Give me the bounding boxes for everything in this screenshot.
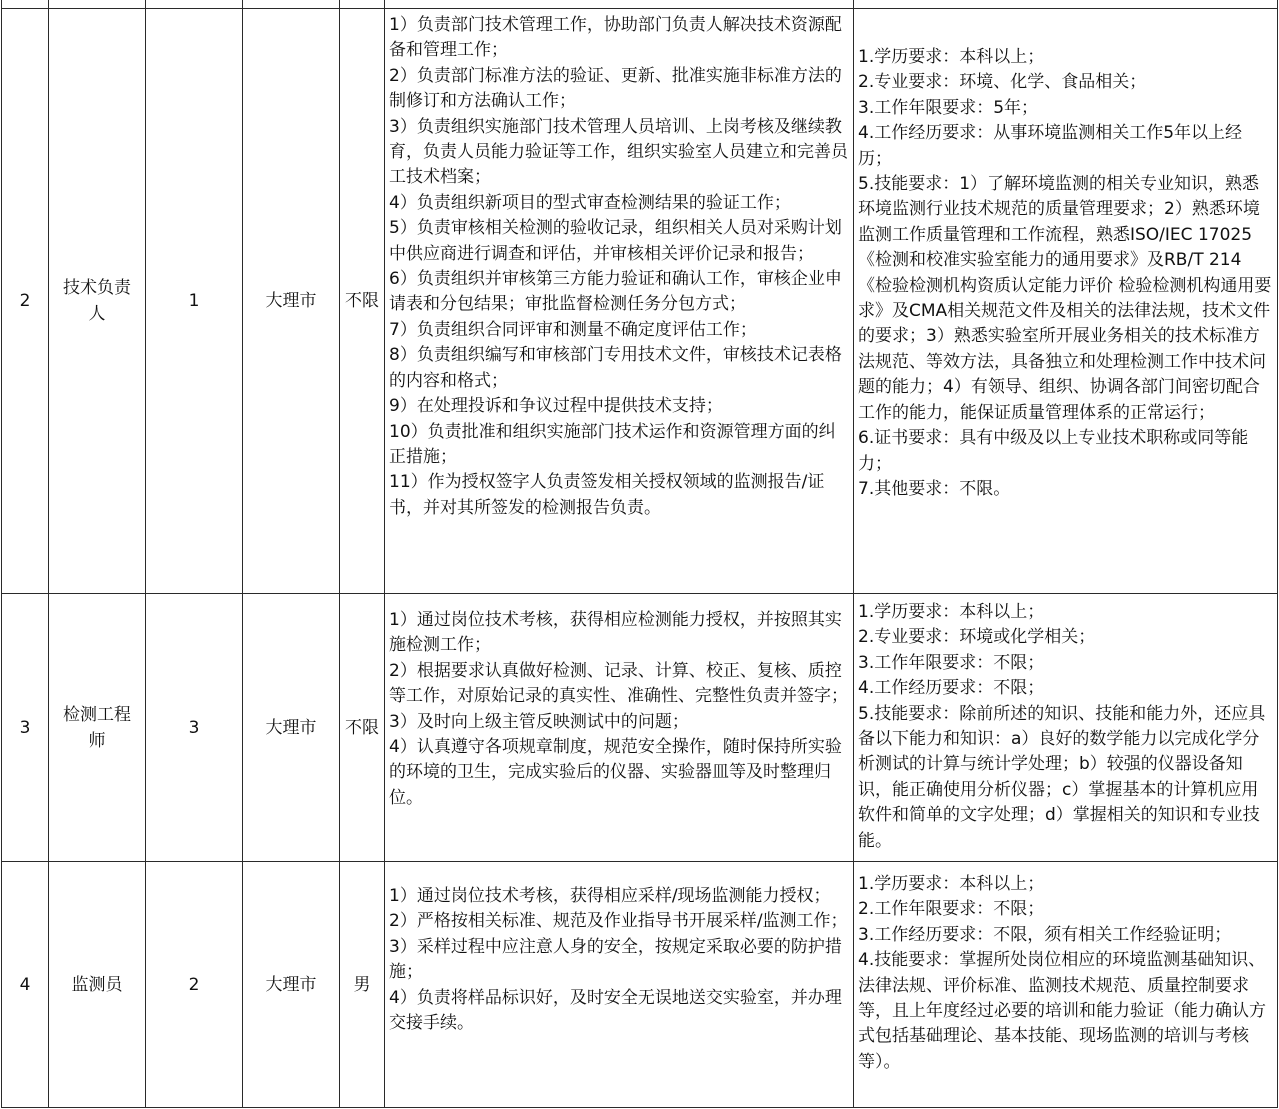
table-row [2,862,1278,1108]
top-strip-row [2,0,1278,9]
requirement-item: 3.工作年限要求：5年； [858,97,1039,118]
duty-item: 1）负责部门技术管理工作，协助部门负责人解决技术资源配备和管理工作； [389,15,842,61]
duty-item: 5）负责审核相关检测的验收记录，组织相关人员对采购计划中供应商进行调查和评估，并审核相关评价记录和报告； [389,218,842,264]
duty-item: 1）通过岗位技术考核，获得相应采样/现场监测能力授权； [389,886,831,906]
requirement-item: 5.技能要求：1）了解环境监测的相关专业知识，熟悉环境监测行业技术规范的质量管理要求；2）熟悉环境监测工作质量管理和工作流程，熟悉ISO/IEC 17025《检测和校准实验室能力的通用要求》及RB/T 214《检验检测机构资质认定能力评价 检验检测机构通用要求》及CMA相关规范文件及相关的法律法规，技术文件的要求；3）熟悉实验室所开展业务相关的技术标准方法规范、等效方法，具备独立和处理检测工作中技术问题的能力；4）有领导、组织、协调各部门间密切配合工作的能力，能保证质量管理体系的正常运行； [858,174,1272,423]
requirement-item: 5.技能要求：除前所述的知识、技能和能力外，还应具备以下能力和知识：a）良好的数学能力以完成化学分析测试的计算与统计学处理；b）较强的仪器设备知识，能正确使用分析仪器；c）掌握基本的计算机应用软件和简单的文字处理；d）掌握相关的知识和专业技能。 [858,703,1266,851]
position-label: 检测工程师 [63,704,131,751]
duty-item: 7）负责组织合同评审和测量不确定度评估工作； [389,319,757,340]
recruitment-table [1,0,1278,1108]
headcount: 3 [146,594,243,862]
position-name [49,9,146,594]
duty-item: 3）采样过程中应注意人身的安全，按规定采取必要的防护措施； [389,936,842,983]
requirement-item: 3.工作年限要求：不限； [858,652,1045,673]
row-number: 4 [2,862,49,1108]
position-label: 监测员 [71,974,123,995]
duty-item: 6）负责组织并审核第三方能力验证和确认工作，审核企业申请表和分包结果；审批监督检测任务分包方式； [389,269,842,315]
duty-item: 8）负责组织编写和审核部门专用技术文件，审核技术记表格的内容和格式； [389,345,842,391]
requirement-item: 2.专业要求：环境、化学、食品相关； [858,72,1147,93]
row-number: 2 [2,9,49,594]
job-duties [385,9,854,594]
work-location: 大理市 [243,862,340,1108]
requirement-item: 1.学历要求：本科以上； [858,602,1045,622]
requirement-item: 4.技能要求：掌握所处岗位相应的环境监测基础知识、法律法规、评价标准、监测技术规范、质量控制要求等，且上年度经过必要的培训和能力验证（能力确认方式包括基础理论、基本技能、现场监测的培训与考核等）。 [858,950,1266,1072]
duty-item: 3）负责组织实施部门技术管理人员培训、上岗考核及继续教育，负责人员能力验证等工作，组织实验室人员建立和完善员工技术档案； [389,116,848,188]
row-number: 3 [2,594,49,862]
requirement-item: 7.其他要求：不限。 [858,478,1011,499]
duty-item: 4）认真遵守各项规章制度，规范安全操作，随时保持所实验的环境的卫生，完成实验后的仪器、实验器皿等及时整理归位。 [389,737,842,808]
table-row [2,9,1278,594]
duty-item: 4）负责将样品标识好，及时安全无误地送交实验室，并办理交接手续。 [389,987,842,1034]
gender: 不限 [340,594,385,862]
job-duties [385,594,854,862]
duty-item: 2）负责部门标准方法的验证、更新、批准实施非标准方法的制修订和方法确认工作； [389,65,842,112]
requirement-item: 2.专业要求：环境或化学相关； [858,627,1096,648]
requirement-item: 4.工作经历要求：从事环境监测相关工作5年以上经历； [858,123,1243,169]
headcount: 2 [146,862,243,1108]
job-duties [385,862,854,1108]
duty-item: 2）严格按相关标准、规范及作业指导书开展采样/监测工作； [389,911,848,932]
work-location: 大理市 [243,594,340,862]
duty-item: 4）负责组织新项目的型式审查检测结果的验证工作； [389,192,791,213]
table-row [2,594,1278,862]
duty-item: 9）在处理投诉和争议过程中提供技术支持； [389,396,723,417]
position-name [49,862,146,1108]
duty-item: 2）根据要求认真做好检测、记录、计算、校正、复核、质控等工作，对原始记录的真实性、准确性、完整性负责并签字； [389,660,848,707]
position-label: 技术负责人 [63,278,131,324]
headcount: 1 [146,9,243,594]
gender: 男 [340,862,385,1108]
requirement-item: 6.证书要求：具有中级及以上专业技术职称或同等能力； [858,428,1249,474]
requirement-item: 2.工作年限要求：不限； [858,899,1045,920]
duty-item: 10）负责批准和组织实施部门技术运作和资源管理方面的纠正措施； [389,421,836,467]
duty-item: 1）通过岗位技术考核，获得相应检测能力授权，并按照其实施检测工作； [389,610,842,656]
job-requirements [854,594,1278,862]
requirement-item: 3.工作经历要求：不限，须有相关工作经验证明； [858,924,1232,945]
gender: 不限 [340,9,385,594]
duty-item: 11）作为授权签字人负责签发相关授权领域的监测报告/证书，并对其所签发的检测报告负责。 [389,472,825,518]
requirement-item: 4.工作经历要求：不限； [858,678,1045,699]
requirement-item: 1.学历要求：本科以上； [858,47,1045,67]
work-location: 大理市 [243,9,340,594]
duty-item: 3）及时向上级主管反映测试中的问题； [389,711,689,732]
position-name [49,594,146,862]
requirement-item: 1.学历要求：本科以上； [858,874,1045,894]
job-requirements [854,862,1278,1108]
job-requirements [854,9,1278,594]
